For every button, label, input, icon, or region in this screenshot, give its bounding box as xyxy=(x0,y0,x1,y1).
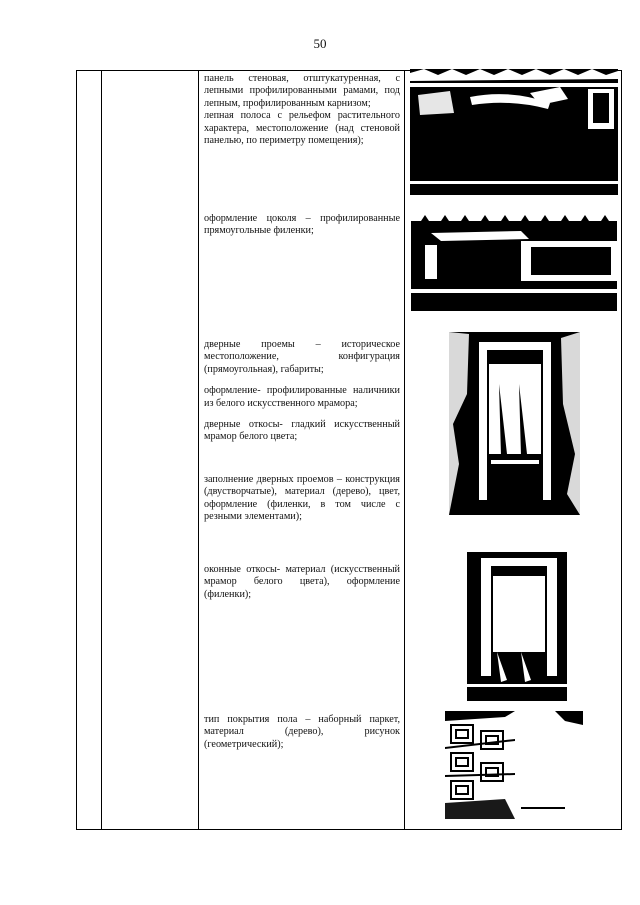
paragraph: заполнение дверных проемов – конструкция (двустворчатые), материал (дерево), цвет, оформление (филенки, в том числе с резными элементами); xyxy=(204,473,400,523)
column-divider-1 xyxy=(101,71,102,829)
paragraph: оконные откосы- материал (искусственный мрамор белого цвета), оформление (филенки); xyxy=(204,564,400,600)
column-divider-3 xyxy=(404,71,405,829)
paragraph: лепная полоса с рельефом растительного характера, местоположение (над стеновой панелью, по периметру помещения); xyxy=(204,110,400,147)
row-wall-panel-text xyxy=(204,73,400,156)
plinth-photo xyxy=(411,211,617,311)
wall-panel-image xyxy=(410,69,618,195)
paragraph: оформление цоколя – профилированные прямоугольные филенки; xyxy=(204,213,400,237)
page-number: 50 xyxy=(313,36,327,51)
paragraph: тип покрытия пола – наборный паркет, материал (дерево), рисунок (геометрический); xyxy=(204,714,400,750)
row-floor-text xyxy=(204,714,400,760)
wall-panel-photo xyxy=(410,69,618,195)
doorway-image xyxy=(449,324,580,515)
doorway-photo xyxy=(449,324,580,515)
paragraph: оформление- профилированные наличники из белого искусственного мрамора; xyxy=(204,385,400,409)
column-divider-2 xyxy=(198,71,199,829)
row-plinth-text xyxy=(204,213,400,247)
parquet-photo xyxy=(445,711,583,819)
paragraph: дверные откосы- гладкий искусственный мрамор белого цвета; xyxy=(204,419,400,443)
plinth-image xyxy=(411,211,617,311)
document-table xyxy=(76,70,622,830)
parquet-image xyxy=(445,711,583,819)
window-reveal-photo xyxy=(467,552,567,701)
paragraph: дверные проемы – историческое местоположение, конфигурация (прямоугольная), габариты; xyxy=(204,339,400,375)
row-window-reveals-text xyxy=(204,564,400,610)
window-reveal-image xyxy=(467,552,567,701)
paragraph: панель стеновая, отштукатуренная, с лепными профилированными рамами, под лепным, профилированным карнизом; xyxy=(204,73,400,109)
row-doors-text xyxy=(204,339,400,532)
